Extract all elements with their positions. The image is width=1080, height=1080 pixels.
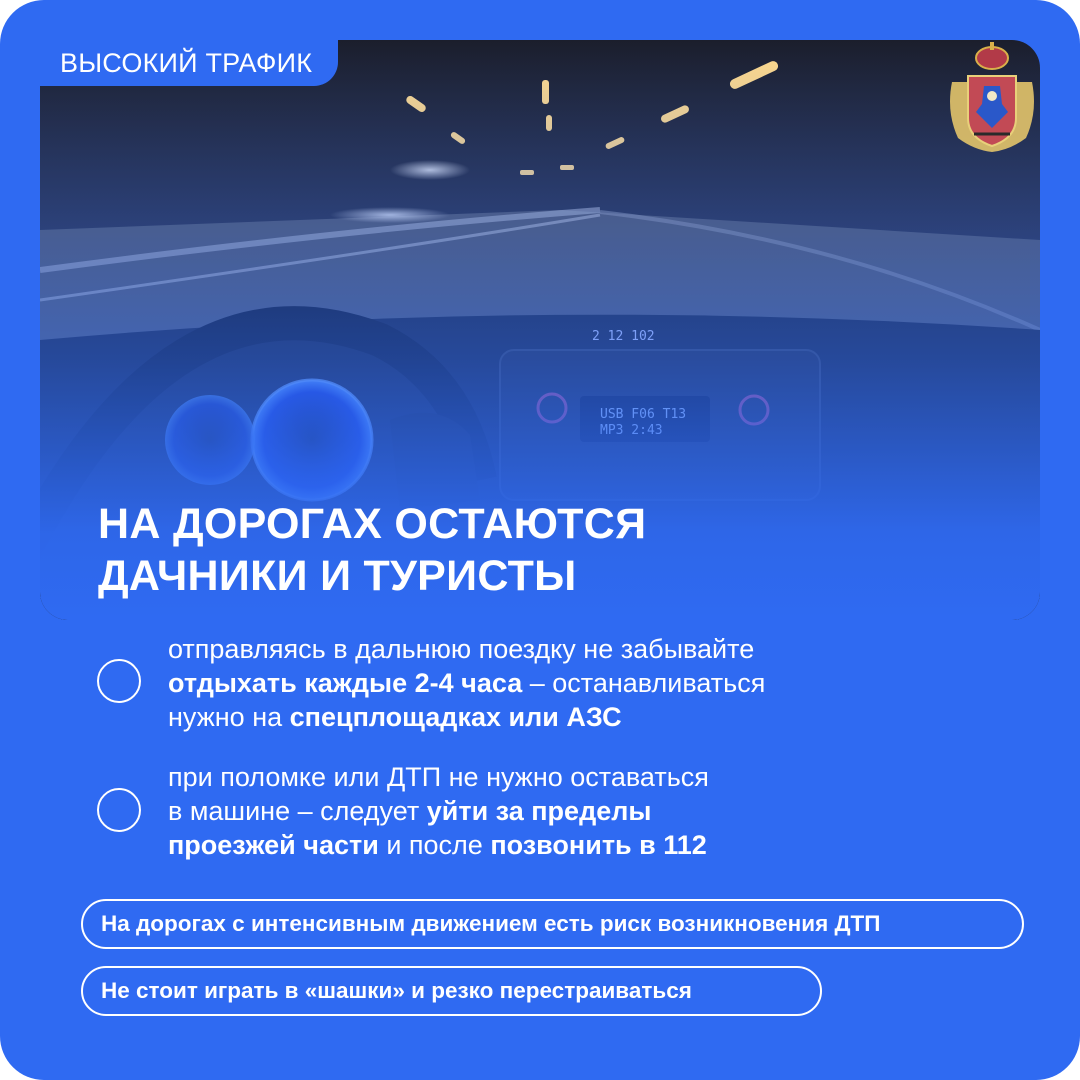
tip-bold: позвонить в 112: [490, 830, 707, 860]
coat-of-arms-icon: [944, 42, 1040, 154]
tip-bold: проезжей части: [168, 830, 379, 860]
warning-pill-lanes: Не стоит играть в «шашки» и резко перестраиваться: [81, 966, 822, 1016]
tip-line: [168, 794, 928, 828]
tip-span: – останавливаться: [522, 668, 766, 698]
warning-pill-traffic: На дорогах с интенсивным движением есть риск возникновения ДТП: [81, 899, 1024, 949]
tip-span: и после: [378, 830, 491, 860]
tip-bold: уйти за пределы: [426, 796, 652, 826]
tip-line: при поломке или ДТП не нужно оставаться: [168, 762, 709, 792]
tip-line: отправляясь в дальнюю поездку не забывайте: [168, 634, 755, 664]
tip-line: [168, 828, 928, 862]
tip-bold: отдыхать каждые 2-4 часа: [168, 668, 523, 698]
tip-text: [168, 760, 928, 862]
tip-text: [168, 632, 928, 734]
title-line-1: НА ДОРОГАХ ОСТАЮТСЯ: [98, 500, 647, 548]
tip-line: [168, 666, 928, 700]
page-title: [98, 498, 898, 602]
tip-span: в машине – следует: [168, 796, 427, 826]
tip-line: [168, 700, 928, 734]
tip-span: нужно на: [168, 702, 290, 732]
category-badge: ВЫСОКИЙ ТРАФИК: [40, 40, 338, 86]
tip-bold: спецплощадках или АЗС: [289, 702, 622, 732]
bullet-circle-icon: [97, 788, 141, 832]
bullet-circle-icon: [97, 659, 141, 703]
title-line-2: ДАЧНИКИ И ТУРИСТЫ: [98, 552, 577, 600]
